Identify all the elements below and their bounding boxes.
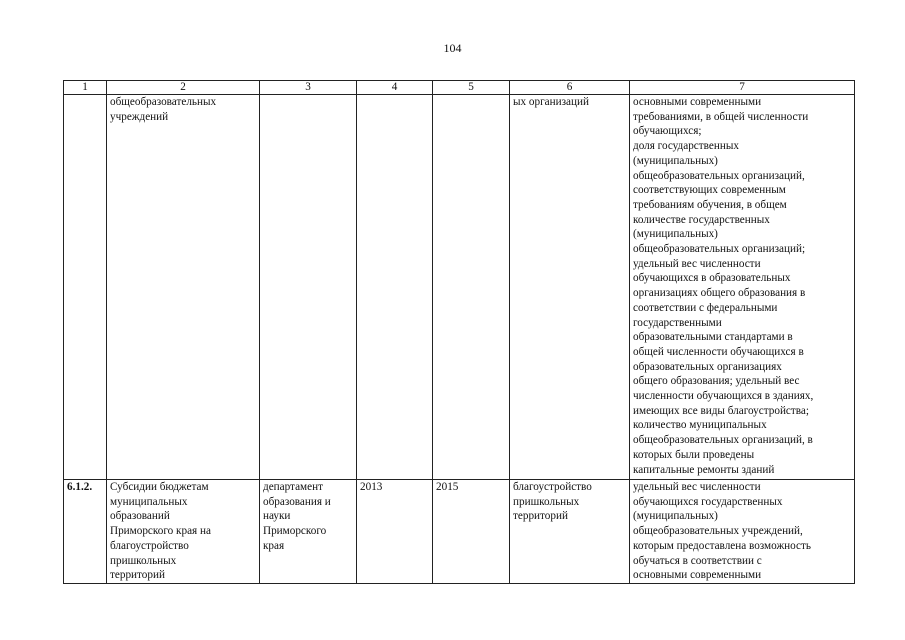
column-header: 6: [510, 81, 630, 95]
page-number: 104: [443, 41, 462, 55]
table-header-row: [64, 81, 855, 95]
column-header: 1: [64, 81, 107, 95]
start-year-cell: 2013: [357, 480, 433, 584]
row-number-cell: [64, 95, 107, 480]
indicators-cell: основными современными требованиями, в общей численности обучающихся; доля государственных (муниципальных) общеобразовательных организаций, соответствующих современным требованиям обучения, в общем количестве государственных (муниципальных) общеобразовательных организаций; удельный вес численности обучающихся в образовательных организациях общего образования в соответствии с федеральными государственными образовательными стандартами в общей численности обучающихся в образовательных организациях общего образования; удельный вес численности обучающихся в зданиях, имеющих все виды благоустройства; количество муниципальных общеобразовательных организаций, в которых были проведены капитальные ремонты зданий: [630, 95, 855, 480]
result-cell: ых организаций: [510, 95, 630, 480]
program-table: [63, 80, 855, 584]
table-row: [64, 95, 855, 480]
column-header: 3: [260, 81, 357, 95]
column-header: 2: [107, 81, 260, 95]
start-year-cell: [357, 95, 433, 480]
indicators-cell: удельный вес численности обучающихся государственных (муниципальных) общеобразовательных учреждений, которым предоставлена возможность обучаться в соответствии с основными современными: [630, 480, 855, 584]
row-number-cell: 6.1.2.: [64, 480, 107, 584]
measure-name-cell: общеобразовательных учреждений: [107, 95, 260, 480]
column-header: 5: [433, 81, 510, 95]
end-year-cell: [433, 95, 510, 480]
result-cell: благоустройство пришкольных территорий: [510, 480, 630, 584]
column-header: 4: [357, 81, 433, 95]
measure-name-cell: Субсидии бюджетам муниципальных образований Приморского края на благоустройство пришкольных территорий: [107, 480, 260, 584]
end-year-cell: 2015: [433, 480, 510, 584]
executor-cell: [260, 95, 357, 480]
column-header: 7: [630, 81, 855, 95]
executor-cell: департамент образования и науки Приморского края: [260, 480, 357, 584]
table-row: [64, 480, 855, 584]
